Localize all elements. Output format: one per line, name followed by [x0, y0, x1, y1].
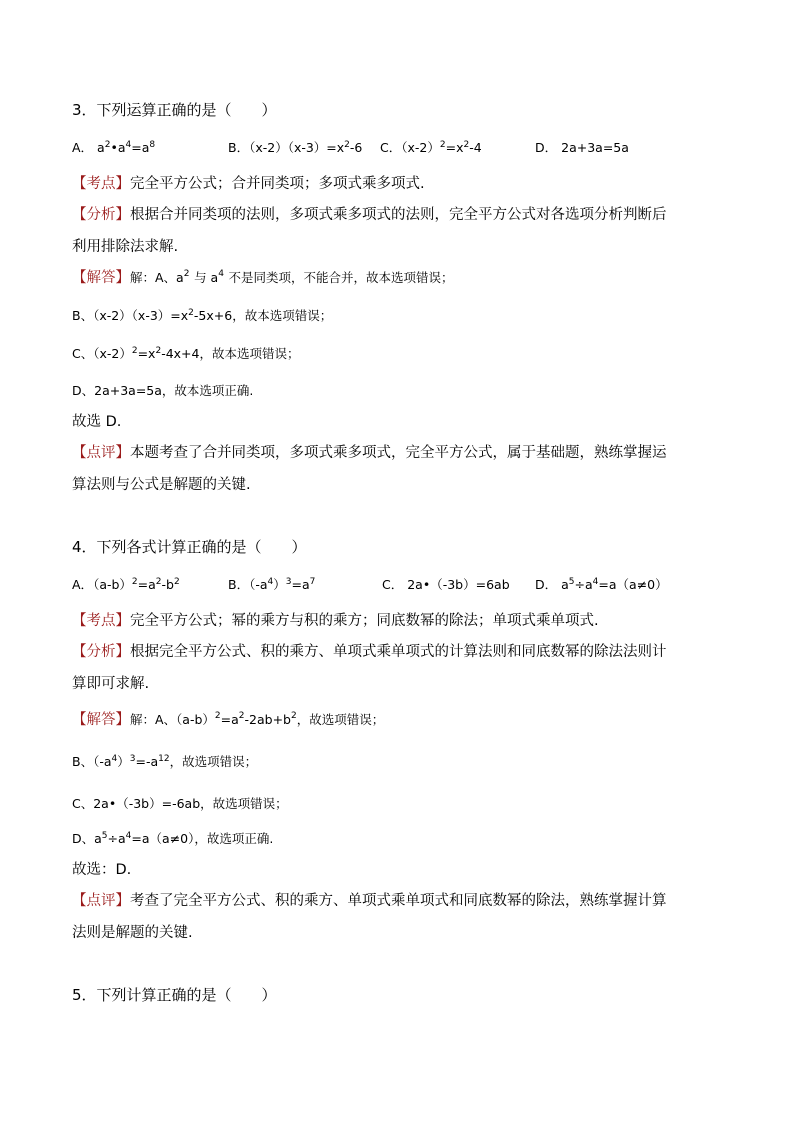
- q3-option-b: B．$(x-2)(x-3)=x^2-6$: [228, 139, 363, 155]
- q3-option-d: D． 2a+3a=5a: [535, 140, 629, 155]
- q4-jieda-c: C、2a•（-3b）=-6ab，故选项错误；: [72, 796, 288, 811]
- q4-dianping-2: 法则是解题的关键.: [72, 925, 193, 941]
- q4-kaodian: 【考点】完全平方公式；幂的乘方与积的乘方；同底数幂的除法；单项式乘单项式.: [72, 613, 599, 629]
- q4-dianping-1: 【点评】考查了完全平方公式、积的乘方、单项式乘单项式和同底数幂的除法，熟练掌握计算: [72, 893, 667, 909]
- q4-jieda-a: 【解答】解：A、$(a-b)^2=a^2-2ab+b^2$，故选项错误；: [72, 711, 385, 728]
- q3-dianping-2: 算法则与公式是解题的关键.: [72, 477, 251, 493]
- q3-jieda-c: C、$(x-2)^2=x^2-4x+4$，故本选项错误；: [72, 345, 300, 361]
- q3-option-a: A． $a^2•a^4=a^8$: [72, 139, 156, 155]
- dianping-tag: 【点评】: [72, 445, 130, 461]
- q3-choose: 故选 D.: [72, 414, 122, 430]
- fenxi-tag: 【分析】: [72, 207, 130, 223]
- q3-jieda-a: 【解答】解：A、$a^2$ 与 $a^4$ 不是同类项，不能合并，故本选项错误；: [72, 269, 454, 286]
- dianping-tag: 【点评】: [72, 893, 130, 909]
- q3-title: 3．下列运算正确的是（ ）: [72, 101, 277, 119]
- q3-jieda-d: D、2a+3a=5a，故本选项正确.: [72, 383, 254, 398]
- q4-option-a: A．$(a-b)^2=a^2-b^2$: [72, 576, 180, 592]
- q4-fenxi-2: 算即可求解.: [72, 676, 150, 692]
- jieda-tag: 【解答】: [72, 270, 130, 286]
- q4-jieda-b: B、$(-a^4)^3=-a^{12}$，故选项错误；: [72, 753, 258, 769]
- q3-fenxi-1: 【分析】根据合并同类项的法则，多项式乘多项式的法则，完全平方公式对各选项分析判断后: [72, 207, 667, 223]
- q4-option-c: C． 2a•（-3b）=6ab: [382, 577, 510, 592]
- q4-title: 4．下列各式计算正确的是（ ）: [72, 538, 307, 556]
- q3-kaodian: 【考点】完全平方公式；合并同类项；多项式乘多项式.: [72, 176, 425, 192]
- q4-jieda-d: D、$a^5\div a^4=a(a\ne 0)$，故选项正确.: [72, 830, 274, 846]
- q4-option-b: B．$(-a^4)^3=a^7$: [228, 576, 316, 592]
- q4-fenxi-1: 【分析】根据完全平方公式、积的乘方、单项式乘单项式的计算法则和同底数幂的除法法则计: [72, 644, 667, 660]
- jieda-tag: 【解答】: [72, 712, 130, 728]
- fenxi-tag: 【分析】: [72, 644, 130, 660]
- q3-jieda-b: B、$(x-2)(x-3)=x^2-5x+6$，故本选项错误；: [72, 307, 333, 323]
- q3-fenxi-2: 利用排除法求解.: [72, 239, 179, 255]
- q4-choose: 故选：D.: [72, 862, 132, 878]
- kaodian-tag: 【考点】: [72, 176, 130, 192]
- q5-title: 5．下列计算正确的是（ ）: [72, 986, 277, 1004]
- kaodian-tag: 【考点】: [72, 613, 130, 629]
- q3-dianping-1: 【点评】本题考查了合并同类项，多项式乘多项式，完全平方公式，属于基础题，熟练掌握运: [72, 445, 667, 461]
- q3-option-c: C．$(x-2)^2=x^2-4$: [380, 139, 482, 155]
- q4-option-d: D． $a^5\div a^4=a(a\ne 0)$: [535, 576, 668, 592]
